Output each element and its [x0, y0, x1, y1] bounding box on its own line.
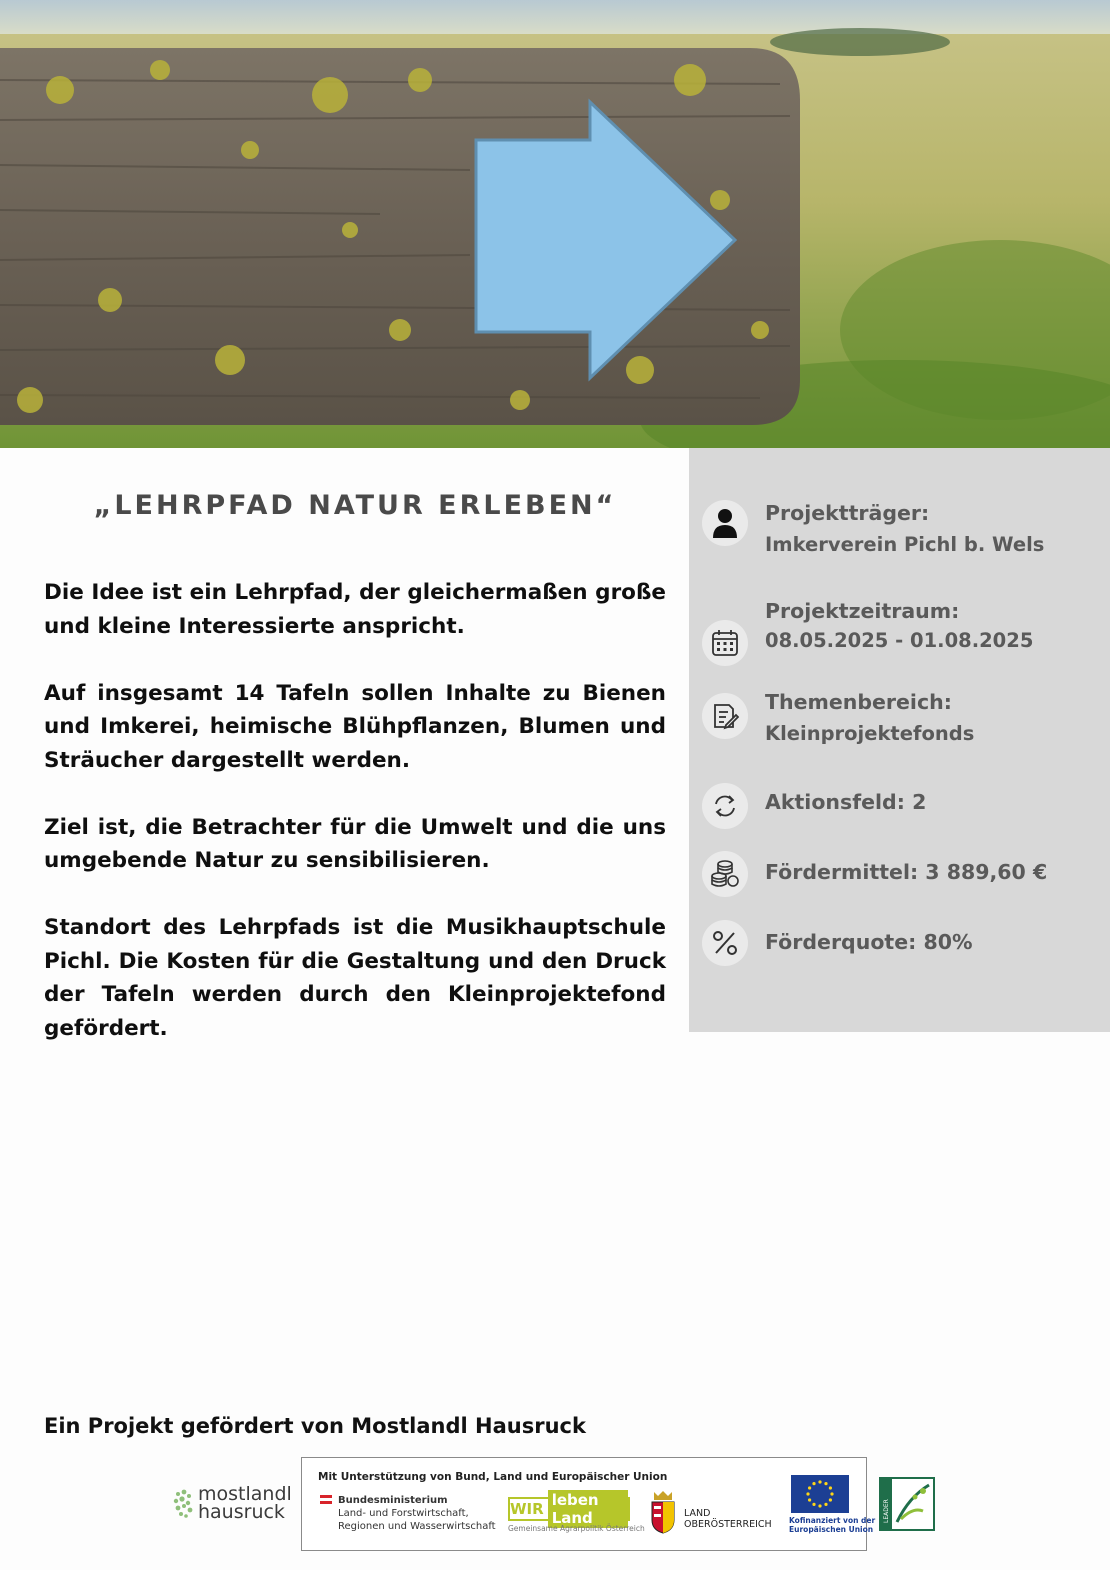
- themenbereich-value: Kleinprojektefonds: [765, 722, 975, 745]
- coin-stack-icon: [702, 851, 748, 897]
- paragraph-location: Standort des Lehrpfads ist die Musikhauptschule Pichl. Die Kosten für die Gestaltung und den Druck der Tafeln werden durch den Kleinprojektefond gefördert.: [44, 915, 666, 1041]
- person-icon: [702, 500, 748, 546]
- land-ooe-line2: OBERÖSTERREICH: [684, 1519, 772, 1530]
- percent-icon: [702, 920, 748, 966]
- wir-subtitle: Gemeinsame Agrarpolitik Österreich: [508, 1524, 645, 1533]
- themenbereich-label: Themenbereich:: [765, 690, 952, 714]
- cycle-arrows-icon: [702, 783, 748, 829]
- leader-label: LEADER: [883, 1499, 890, 1523]
- projektzeitraum-value: 08.05.2025 - 01.08.2025: [765, 629, 1034, 652]
- aktionsfeld: Aktionsfeld: 2: [765, 790, 927, 814]
- upper-austria-crest-icon: [650, 1490, 676, 1534]
- projektzeitraum: [765, 595, 1033, 655]
- calendar-icon: [702, 620, 748, 666]
- page-title: „LEHRPFAD NATUR ERLEBEN“: [93, 490, 617, 521]
- eu-line1: Kofinanziert von der: [789, 1516, 876, 1525]
- paragraph-content: Auf insgesamt 14 Tafeln sollen Inhalte zu Bienen und Imkerei, heimische Blühpflanzen, Blumen und Sträucher dargestellt werden.: [44, 680, 666, 773]
- eu-flag-icon: [791, 1475, 849, 1513]
- paragraph-goal: Ziel ist, die Betrachter für die Umwelt und die uns umgebende Natur zu sensibilisieren.: [44, 814, 666, 873]
- wir-part1: WIR: [510, 1500, 544, 1518]
- projekttraeger-value: Imkerverein Pichl b. Wels: [765, 533, 1045, 556]
- document-edit-icon: [702, 693, 748, 739]
- austria-flag-icon: [320, 1495, 332, 1504]
- foerderquote: Förderquote: 80%: [765, 930, 973, 954]
- mostlandl-line1: mostlandl: [198, 1483, 292, 1505]
- foerdermittel: Fördermittel: 3 889,60 €: [765, 860, 1048, 884]
- ministry-line2: Land- und Forstwirtschaft,: [338, 1508, 469, 1519]
- paragraph-idea: Die Idee ist ein Lehrpfad, der gleichermaßen große und kleine Interessierte anspricht.: [44, 580, 666, 639]
- wir-leben-land-logo: [508, 1491, 630, 1527]
- projekttraeger-label: Projektträger:: [765, 501, 930, 525]
- mostlandl-line2: hausruck: [198, 1501, 285, 1523]
- ministry-line1: Bundesministerium: [338, 1495, 448, 1506]
- land-ooe-line1: LAND: [684, 1508, 711, 1519]
- projekttraeger: [765, 497, 1044, 561]
- eu-line2: Europäischen Union: [789, 1525, 874, 1534]
- funder-caption: Mit Unterstützung von Bund, Land und Europäischer Union: [318, 1471, 668, 1483]
- projektzeitraum-label: Projektzeitraum:: [765, 599, 960, 623]
- description: [44, 576, 666, 1079]
- leader-logo: [879, 1477, 935, 1531]
- themenbereich: [765, 686, 974, 750]
- footer-heading: Ein Projekt gefördert von Mostlandl Hausruck: [44, 1414, 586, 1438]
- wir-part2: leben Land: [548, 1490, 628, 1528]
- ministry-line3: Regionen und Wasserwirtschaft: [338, 1521, 496, 1532]
- hero-image: [0, 0, 1110, 448]
